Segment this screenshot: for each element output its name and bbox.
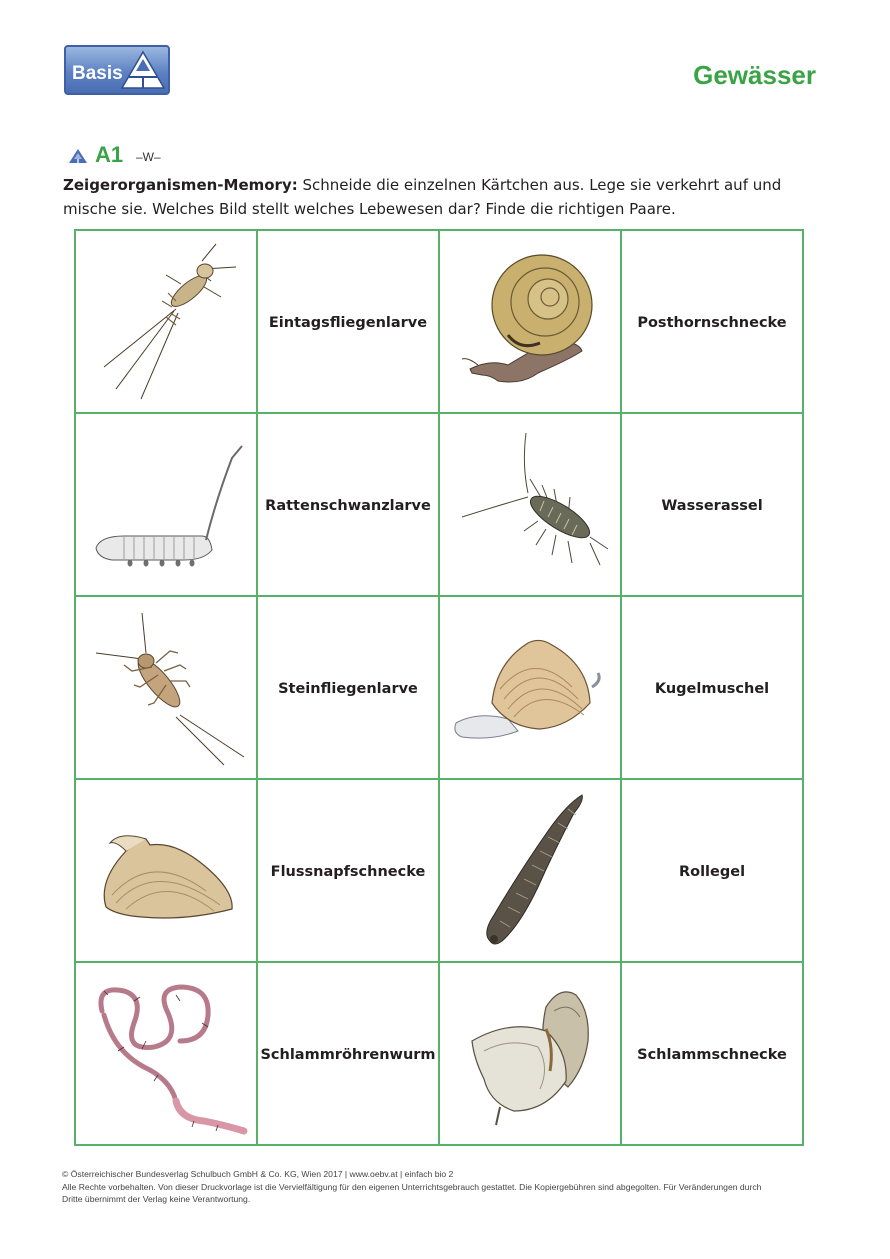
basis-logo — [64, 45, 170, 95]
card-row — [75, 413, 803, 596]
card-label-cell — [621, 596, 803, 779]
card-label-cell — [621, 779, 803, 962]
card-image-stonefly-larva — [75, 596, 257, 779]
pyramid-icon — [68, 148, 88, 164]
card-image-pond-snail — [439, 962, 621, 1145]
leech-illustration — [450, 791, 610, 951]
task-instructions — [63, 174, 823, 221]
footer-line: © Österreichischer Bundesverlag Schulbuch GmbH & Co. KG, Wien 2017 | www.oebv.at | einfach bio 2 — [62, 1169, 454, 1179]
card-label: Wasserassel — [661, 498, 763, 514]
card-row — [75, 962, 803, 1145]
card-row — [75, 779, 803, 962]
card-image-leech — [439, 779, 621, 962]
ramshorn-snail-illustration — [450, 247, 610, 397]
memory-card-grid — [74, 229, 804, 1146]
rat-tailed-maggot-illustration — [84, 440, 249, 570]
task-number: A1 — [95, 142, 124, 167]
task-code: –W– — [136, 150, 161, 164]
pea-clam-illustration — [448, 623, 613, 753]
card-label: Steinfliegenlarve — [278, 681, 418, 697]
logo-text: Basis — [72, 63, 123, 84]
sludge-worm-illustration — [84, 971, 249, 1136]
footer-line: Alle Rechte vorbehalten. Von dieser Druckvorlage ist die Vervielfältigung für den eigenen Unterrichtsgebrauch gestattet. Die Kopiergebühren sind abgegolten. Für Veränderungen durch — [62, 1181, 762, 1192]
card-label: Schlammröhrenwurm — [260, 1047, 436, 1063]
card-label-cell — [621, 230, 803, 413]
card-image-pea-clam — [439, 596, 621, 779]
card-row — [75, 596, 803, 779]
card-label-cell — [257, 962, 439, 1145]
card-image-ramshorn-snail — [439, 230, 621, 413]
card-label-cell — [257, 596, 439, 779]
task-text: Schneide die einzelnen Kärtchen aus. Lege sie verkehrt auf und mische sie. Welches Bild stellt welches Lebewesen dar? Finde die richtigen Paare. — [63, 176, 782, 218]
copyright-footer — [62, 1168, 832, 1206]
card-image-mayfly-larva — [75, 230, 257, 413]
card-row — [75, 230, 803, 413]
card-label: Kugelmuschel — [654, 681, 770, 697]
pond-snail-illustration — [450, 971, 610, 1136]
pyramid-icon — [120, 50, 166, 90]
page-title: Gewässer — [693, 60, 816, 90]
card-image-river-limpet — [75, 779, 257, 962]
card-label-cell — [621, 962, 803, 1145]
card-label: Flussnapfschnecke — [270, 864, 426, 880]
task-title: Zeigerorganismen-Memory: — [63, 176, 298, 194]
card-image-sludge-worm — [75, 962, 257, 1145]
card-label: Eintagsfliegenlarve — [268, 315, 428, 331]
card-label: Rollegel — [678, 864, 746, 880]
card-image-water-louse — [439, 413, 621, 596]
card-label-cell — [621, 413, 803, 596]
stonefly-larva-illustration — [84, 605, 249, 770]
card-image-rat-tailed-maggot — [75, 413, 257, 596]
card-label-cell — [257, 230, 439, 413]
card-label: Schlammschnecke — [637, 1047, 787, 1063]
card-label-cell — [257, 413, 439, 596]
river-limpet-illustration — [86, 811, 246, 931]
card-label: Rattenschwanzlarve — [265, 498, 431, 514]
card-label-cell — [257, 779, 439, 962]
water-louse-illustration — [450, 425, 610, 585]
mayfly-larva-illustration — [86, 239, 246, 404]
footer-line: Dritte übernimmt der Verlag keine Verantwortung. — [62, 1194, 251, 1204]
card-label: Posthornschnecke — [637, 315, 787, 331]
